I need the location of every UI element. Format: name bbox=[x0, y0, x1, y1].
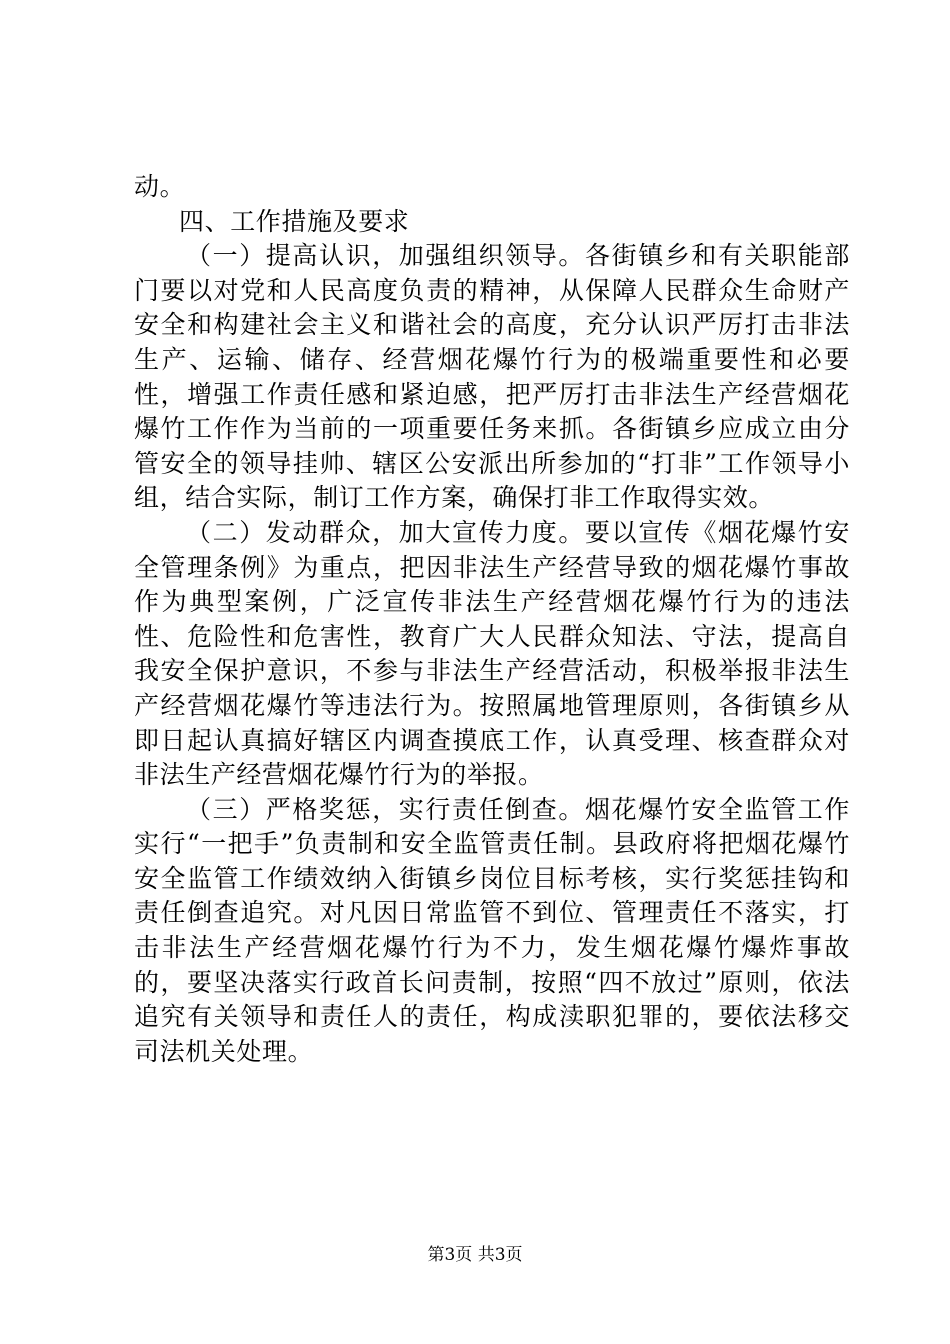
paragraph-measure-1: （一）提高认识，加强组织领导。各街镇乡和有关职能部门要以对党和人民高度负责的精神，从保障人民群众生命财产安全和构建社会主义和谐社会的高度，充分认识严厉打击非法生产、运输、储存、经营烟花爆竹行为的极端重要性和必要性，增强工作责任感和紧迫感，把严厉打击非法生产经营烟花爆竹工作作为当前的一项重要任务来抓。各街镇乡应成立由分管安全的领导挂帅、辖区公安派出所参加的“打非”工作领导小组，结合实际，制订工作方案，确保打非工作取得实效。 bbox=[134, 241, 850, 513]
paragraph-continuation: 动。 bbox=[134, 172, 186, 201]
paragraph-measure-2: （二）发动群众，加大宣传力度。要以宣传《烟花爆竹安全管理条例》为重点，把因非法生产经营导致的烟花爆竹事故作为典型案例，广泛宣传非法生产经营烟花爆竹行为的违法性、危险性和危害性，教育广大人民群众知法、守法，提高自我安全保护意识，不参与非法生产经营活动，积极举报非法生产经营烟花爆竹等违法行为。按照属地管理原则，各街镇乡从即日起认真搞好辖区内调查摸底工作，认真受理、核查群众对非法生产经营烟花爆竹行为的举报。 bbox=[134, 517, 850, 790]
section-heading: 四、工作措施及要求 bbox=[179, 206, 410, 236]
document-body bbox=[134, 170, 850, 1069]
paragraph-measure-3: （三）严格奖惩，实行责任倒查。烟花爆竹安全监管工作实行“一把手”负责制和安全监管责任制。县政府将把烟花爆竹安全监管工作绩效纳入街镇乡岗位目标考核，实行奖惩挂钩和责任倒查追究。对凡因日常监管不到位、管理责任不落实，打击非法生产经营烟花爆竹行为不力，发生烟花爆竹爆炸事故的，要坚决落实行政首长问责制，按照“四不放过”原则，依法追究有关领导和责任人的责任，构成渎职犯罪的，要依法移交司法机关处理。 bbox=[134, 794, 850, 1066]
page-footer: 第3页 共3页 bbox=[427, 1245, 523, 1265]
